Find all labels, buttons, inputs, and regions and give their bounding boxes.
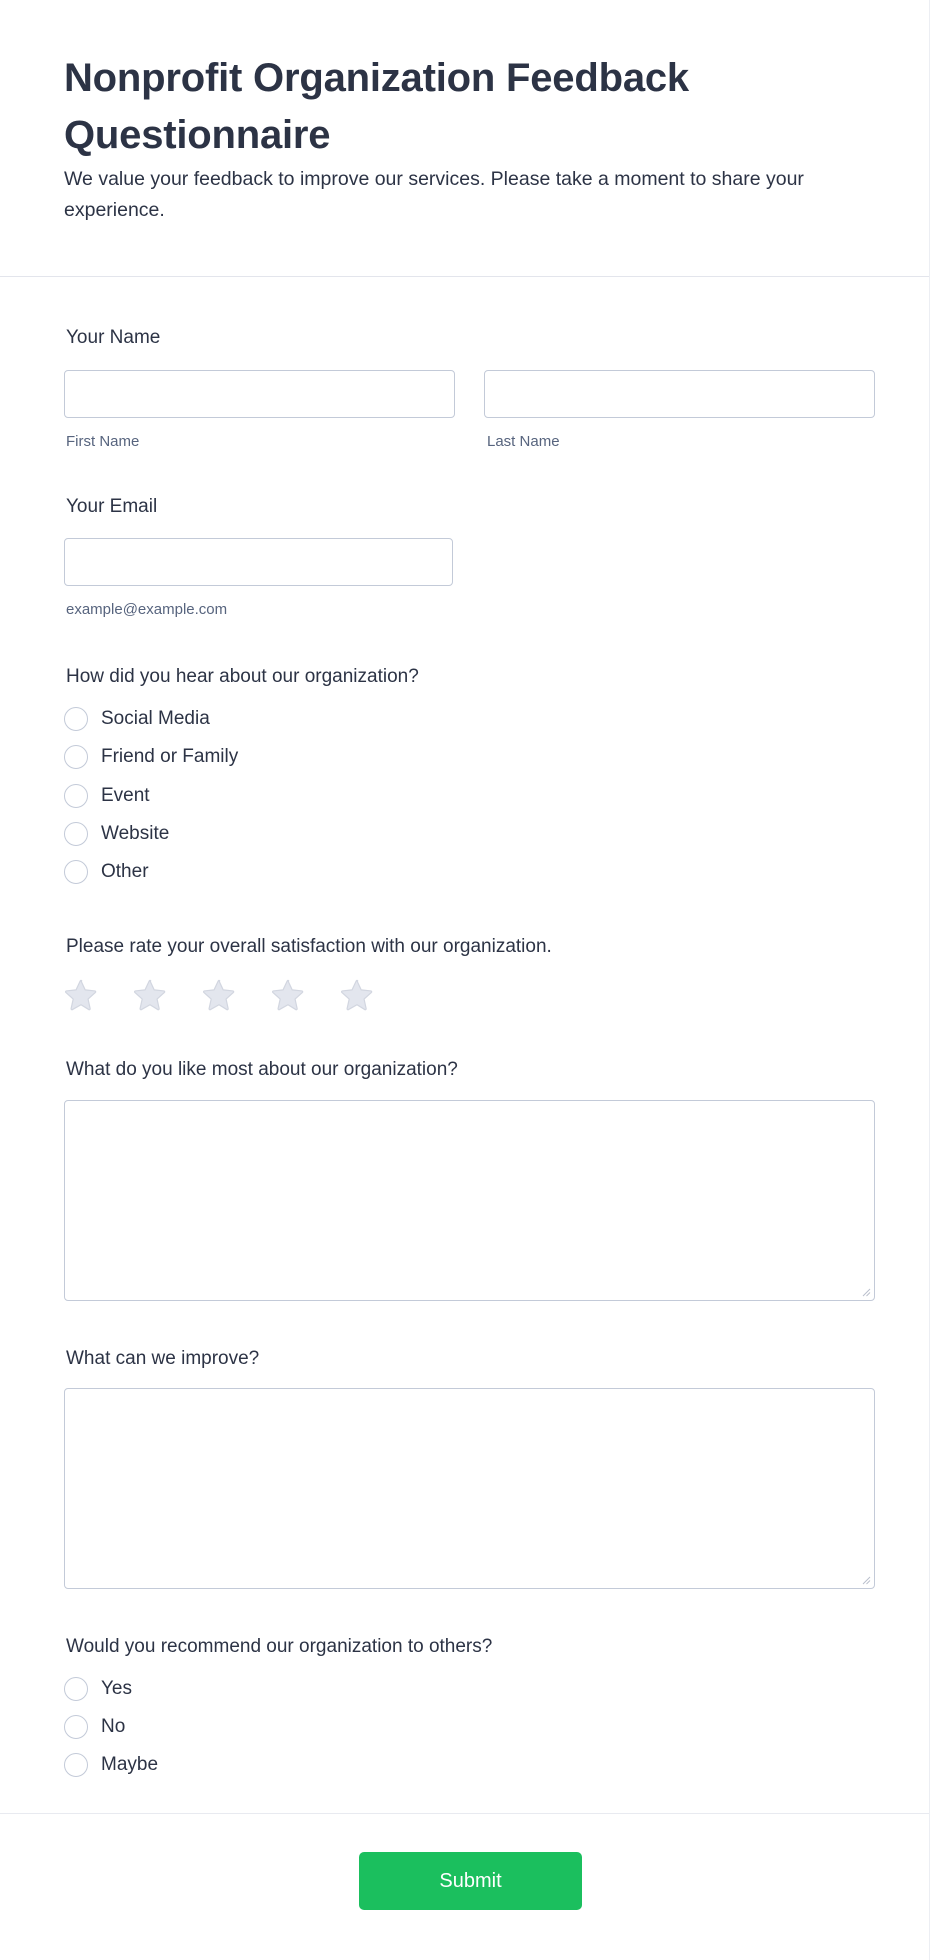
star-icon[interactable] [270, 977, 306, 1013]
resize-handle-icon[interactable] [861, 1287, 871, 1297]
radio-button[interactable] [64, 1677, 88, 1701]
like-most-label: What do you like most about our organization? [66, 1059, 458, 1080]
last-name-sublabel: Last Name [487, 433, 560, 450]
footer-divider [0, 1813, 929, 1814]
first-name-input[interactable] [64, 370, 455, 418]
radio-option-maybe[interactable] [64, 1752, 158, 1778]
radio-option-website[interactable] [64, 821, 169, 847]
name-label: Your Name [66, 327, 161, 348]
email-sublabel: example@example.com [66, 601, 228, 618]
hear-about-label: How did you hear about our organization? [66, 666, 419, 687]
form-title: Nonprofit Organization Feedback Questionnaire [64, 56, 689, 157]
radio-option-friend-or-family[interactable] [64, 744, 238, 770]
radio-option-no[interactable] [64, 1714, 125, 1740]
rating-label: Please rate your overall satisfaction with our organization. [66, 936, 552, 957]
radio-option-label: No [101, 1716, 126, 1737]
radio-option-label: Maybe [101, 1754, 159, 1775]
email-label: Your Email [66, 496, 158, 517]
star-icon[interactable] [201, 977, 237, 1013]
radio-option-label: Event [101, 785, 150, 806]
radio-button[interactable] [64, 1715, 88, 1739]
radio-option-label: Yes [101, 1678, 132, 1699]
radio-button[interactable] [64, 745, 88, 769]
last-name-input[interactable] [484, 370, 875, 418]
radio-option-label: Website [101, 823, 170, 844]
radio-button[interactable] [64, 784, 88, 808]
radio-button[interactable] [64, 1753, 88, 1777]
radio-option-social-media[interactable] [64, 706, 210, 732]
form-description: We value your feedback to improve our services. Please take a moment to share your experience. [64, 168, 804, 221]
radio-option-label: Social Media [101, 708, 210, 729]
improve-label: What can we improve? [66, 1348, 260, 1369]
radio-button[interactable] [64, 707, 88, 731]
radio-button[interactable] [64, 822, 88, 846]
recommend-label: Would you recommend our organization to others? [66, 1636, 493, 1657]
improve-textarea[interactable] [64, 1388, 875, 1589]
radio-option-yes[interactable] [64, 1676, 132, 1702]
star-icon[interactable] [63, 977, 99, 1013]
star-icon[interactable] [132, 977, 168, 1013]
first-name-sublabel: First Name [66, 433, 140, 450]
submit-button[interactable]: Submit [359, 1852, 582, 1910]
radio-option-event[interactable] [64, 783, 150, 809]
resize-handle-icon[interactable] [861, 1575, 871, 1585]
radio-option-label: Friend or Family [101, 746, 239, 767]
like-most-textarea[interactable] [64, 1100, 875, 1301]
radio-option-label: Other [101, 861, 149, 882]
star-icon[interactable] [339, 977, 375, 1013]
radio-option-other[interactable] [64, 859, 149, 885]
email-input[interactable] [64, 538, 453, 586]
radio-button[interactable] [64, 860, 88, 884]
header-divider [0, 276, 929, 277]
